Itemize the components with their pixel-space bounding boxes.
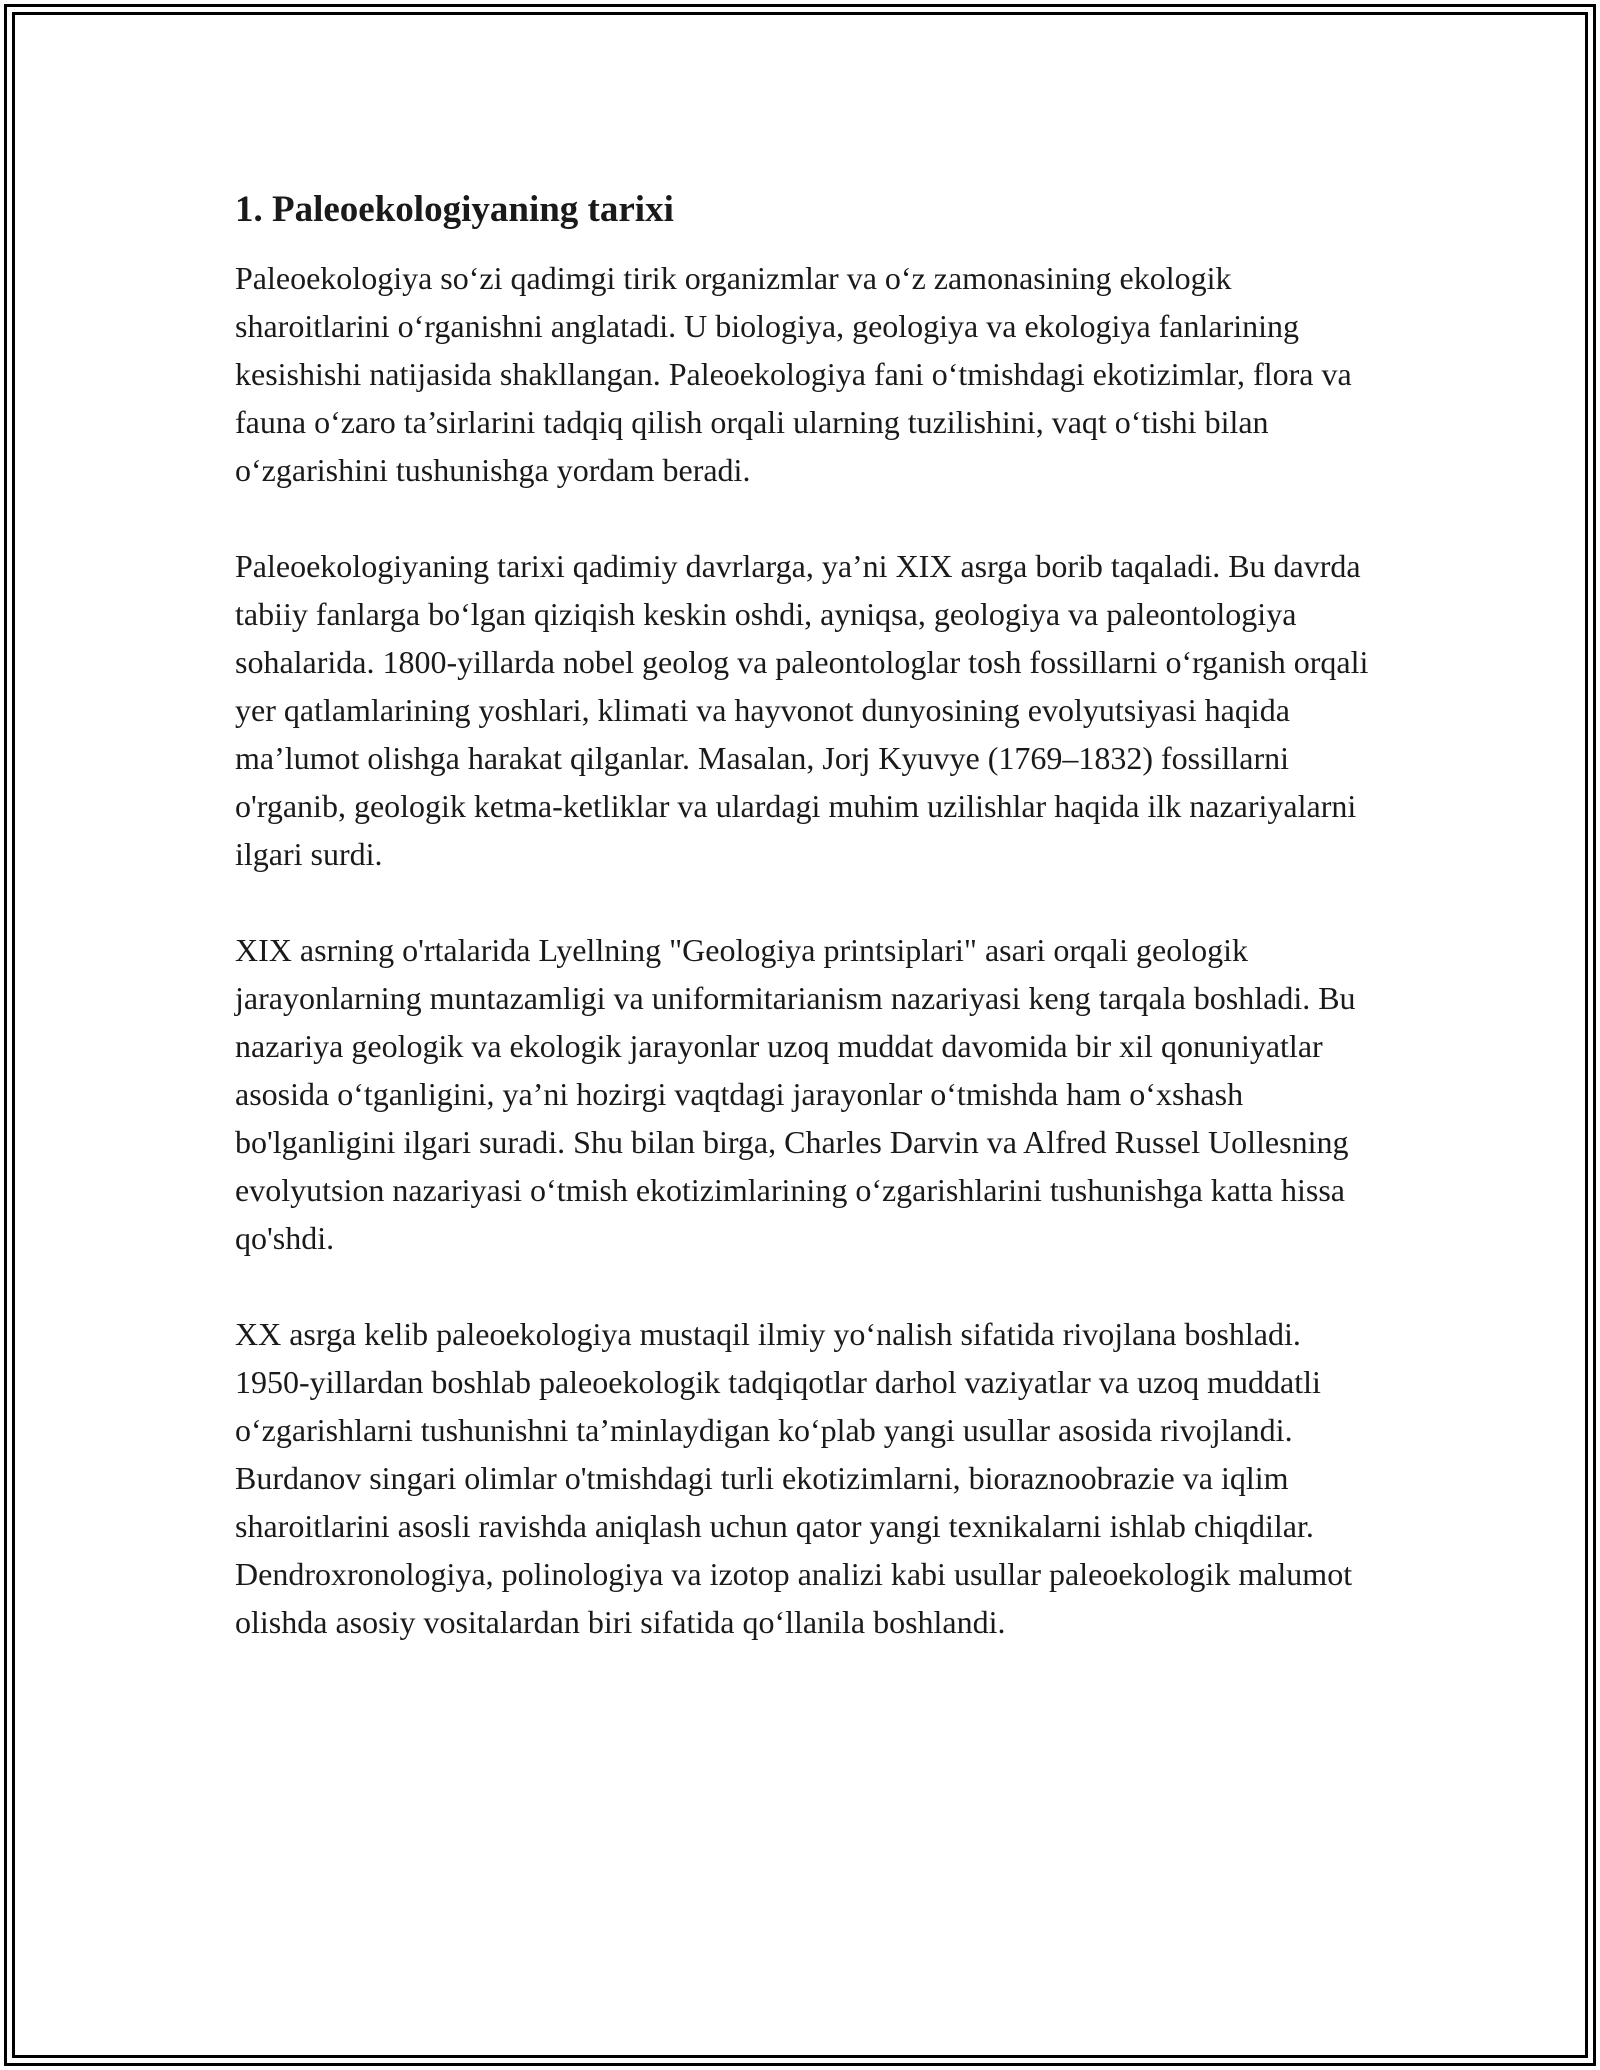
paragraph-2: Paleoekologiyaning tarixi qadimiy davrlarga, ya’ni XIX asrga borib taqaladi. Bu davrda tabiiy fanlarga bo‘lgan qiziqish keskin oshdi, ayniqsa, geologiya va paleontologiya sohalarida. 1800-yillarda nobel geolog va paleontologlar tosh fossillarni o‘rganish orqali yer qatlamlarining yoshlari, klimati va hayvonot dunyosining evolyutsiyasi haqida ma’lumot olishga harakat qilganlar. Masalan, Jorj Kyuvye (1769–1832) fossillarni o'rganib, geologik ketma-ketliklar va ulardagi muhim uzilishlar haqida ilk nazariyalarni ilgari surdi. xyxy=(235,548,1369,873)
section-heading: 1. Paleoekologiyaning tarixi xyxy=(235,189,674,230)
paragraph-1: Paleoekologiya so‘zi qadimgi tirik organizmlar va o‘z zamonasining ekologik sharoitlarini o‘rganishni anglatadi. U biologiya, geologiya va ekologiya fanlarining kesishishi natijasida shakllangan. Paleoekologiya fani o‘tmishdagi ekotizimlar, flora va fauna o‘zaro ta’sirlarini tadqiq qilish orqali ularning tuzilishini, vaqt o‘tishi bilan o‘zgarishini tushunishga yordam beradi. xyxy=(235,260,1352,489)
document-body xyxy=(235,186,1375,1694)
paragraph-4: XX asrga kelib paleoekologiya mustaqil ilmiy yo‘nalish sifatida rivojlana boshladi. 1950-yillardan boshlab paleoekologik tadqiqotlar darhol vaziyatlar va uzoq muddatli o‘zgarishlarni tushunishni ta’minlaydigan ko‘plab yangi usullar asosida rivojlandi. Burdanov singari olimlar o'tmishdagi turli ekotizimlarni, bioraznoobrazie va iqlim sharoitlarini asosli ravishda aniqlash uchun qator yangi texnikalarni ishlab chiqdilar. Dendroxronologiya, polinologiya va izotop analizi kabi usullar paleoekologik malumot olishda asosiy vositalardan biri sifatida qo‘llanila boshlandi. xyxy=(235,1316,1353,1641)
paragraph-3: XIX asrning o'rtalarida Lyellning "Geologiya printsiplari" asari orqali geologik jarayonlarning muntazamligi va uniformitarianism nazariyasi keng tarqala boshladi. Bu nazariya geologik va ekologik jarayonlar uzoq muddat davomida bir xil qonuniyatlar asosida o‘tganligini, ya’ni hozirgi vaqtdagi jarayonlar o‘tmishda ham o‘xshash bo'lganligini ilgari suradi. Shu bilan birga, Charles Darvin va Alfred Russel Uollesning evolyutsion nazariyasi o‘tmish ekotizimlarining o‘zgarishlarini tushunishga katta hissa qo'shdi. xyxy=(235,932,1356,1257)
